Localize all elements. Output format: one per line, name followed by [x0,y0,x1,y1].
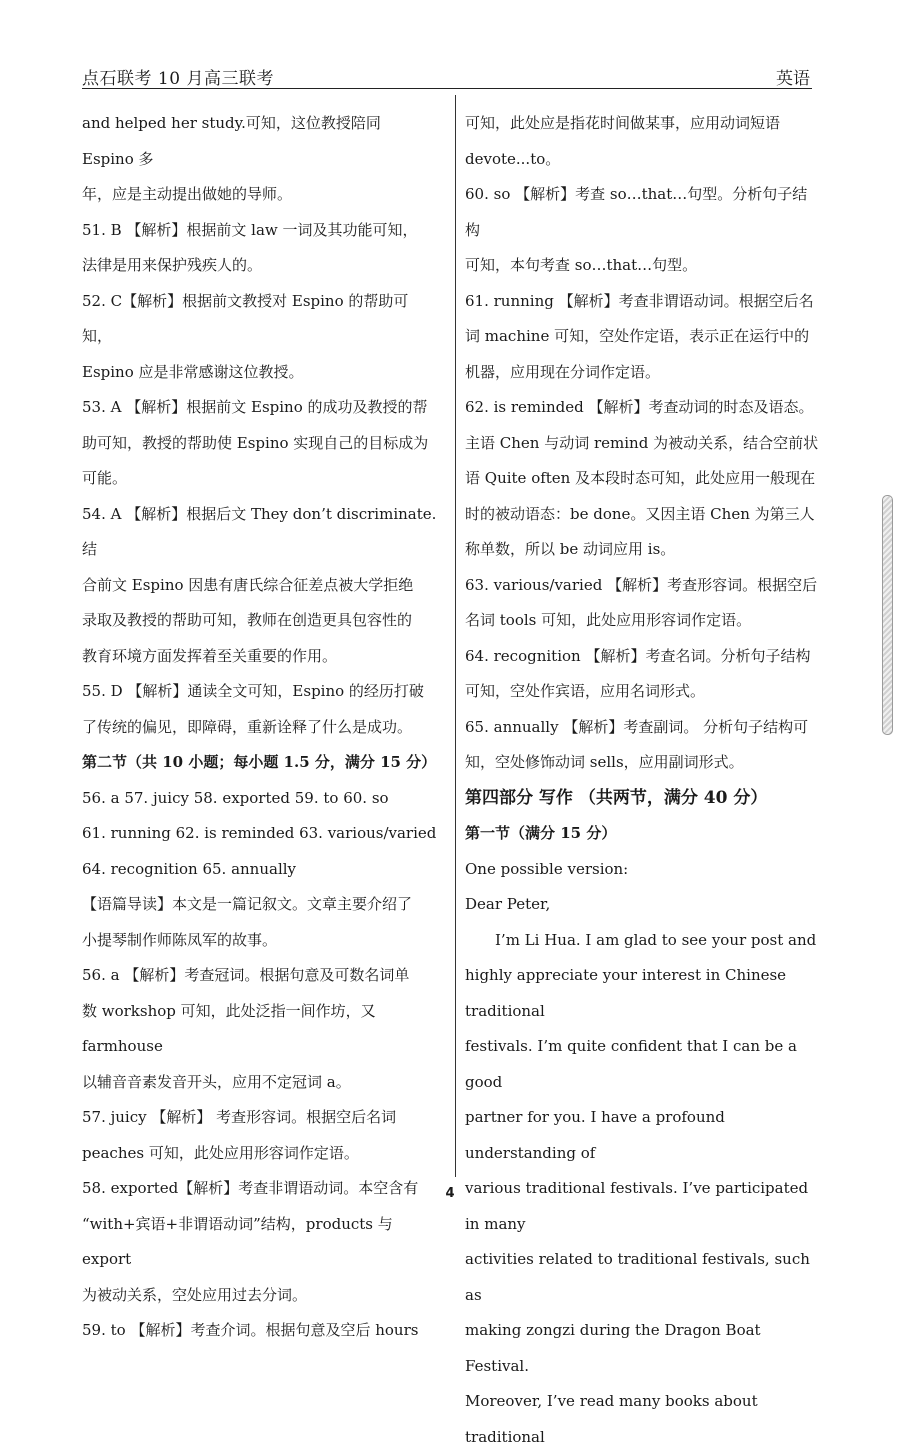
text-line: “with+宾语+非谓语动词”结构，products 与 export [82,1214,393,1268]
text-line: 机器，应用现在分词作定语。 [465,362,661,381]
column-divider [455,95,456,1177]
letter-line: I’m Li Hua. I am glad to see your post and [495,930,817,949]
text-line: 55. D 【解析】通读全文可知，Espino 的经历打破 [82,682,424,700]
text-line: 59. to 【解析】考查介词。根据句意及空后 hours [82,1321,419,1339]
text-line: 知，空处修饰动词 sells，应用副词形式。 [465,753,744,771]
text-line: 法律是用来保护残疾人的。 [82,256,263,274]
text-line: 65. annually 【解析】考查副词。 分析句子结构可 [465,717,809,736]
letter-line: partner for you. I have a profound understanding of [465,1108,725,1162]
letter-salutation: Dear Peter, [465,895,551,913]
text-line: 60. so 【解析】考查 so…that…句型。分析句子结构 [465,185,808,239]
text-line: 称单数，所以 be 动词应用 is。 [465,540,676,558]
text-line: One possible version: [465,859,629,878]
page-header [82,62,812,89]
text-line: 数 workshop 可知，此处泛指一间作坊，又 farmhouse [82,1001,376,1055]
text-line: 54. A 【解析】根据后文 They don’t discriminate.结 [82,504,437,558]
text-line: 51. B 【解析】根据前文 law 一词及其功能可知， [82,220,418,239]
letter-line: highly appreciate your interest in Chinese traditional [465,966,787,1020]
letter-line: making zongzi during the Dragon Boat Festival. [465,1321,761,1375]
text-line: 助可知，教授的帮助使 Espino 实现自己的目标成为 [82,433,429,452]
text-line: 【语篇导读】本文是一篇记叙文。文章主要介绍了 [82,895,413,913]
scrollbar-thumb[interactable] [882,495,893,735]
part-heading: 第四部分 写作 （共两节，满分 40 分） [465,787,768,808]
text-line: peaches 可知，此处应用形容词作定语。 [82,1143,359,1162]
answer-line: 64. recognition 65. annually [82,859,297,878]
text-line: 可能。 [82,469,128,487]
right-column [465,106,820,1455]
letter-line: activities related to traditional festivals, such as [465,1250,810,1304]
text-line: 53. A 【解析】根据前文 Espino 的成功及教授的帮 [82,398,428,416]
section-heading: 第二节（共 10 小题；每小题 1.5 分，满分 15 分） [82,753,437,771]
text-line: 可知，空处作宾语，应用名词形式。 [465,682,706,700]
letter-line: festivals. I’m quite confident that I can be a good [465,1037,797,1091]
exam-title: 点石联考 10 月高三联考 [82,69,274,89]
text-line: 63. various/varied 【解析】考查形容词。根据空后 [465,575,818,594]
text-line: 可知，本句考查 so…that…句型。 [465,256,698,274]
letter-line: various traditional festivals. I’ve participated in many [465,1179,809,1233]
answer-line: 56. a 57. juicy 58. exported 59. to 60. so [82,788,389,807]
text-line: 可知，此处应是指花时间做某事，应用动词短语 [465,114,781,132]
section-heading: 第一节（满分 15 分） [465,824,617,842]
text-line: 合前文 Espino 因患有唐氏综合征差点被大学拒绝 [82,575,414,594]
text-line: 58. exported【解析】考查非谓语动词。本空含有 [82,1179,419,1197]
text-line: 小提琴制作师陈凤军的故事。 [82,930,278,949]
text-line: 61. running 【解析】考查非谓语动词。根据空后名 [465,291,814,310]
text-line: 以辅音音素发音开头，应用不定冠词 a。 [82,1072,351,1091]
text-line: 主语 Chen 与动词 remind 为被动关系，结合空前状 [465,433,819,452]
text-line: 教育环境方面发挥着至关重要的作用。 [82,646,338,665]
text-line: 56. a 【解析】考查冠词。根据句意及可数名词单 [82,966,410,984]
text-line: 时的被动语态：be done。又因主语 Chen 为第三人 [465,504,815,523]
text-line: 了传统的偏见，即障碍，重新诠释了什么是成功。 [82,717,413,736]
text-line: 词 machine 可知，空处作定语，表示正在运行中的 [465,327,810,345]
text-line: 为被动关系，空处应用过去分词。 [82,1285,308,1304]
text-line: 名词 tools 可知，此处应用形容词作定语。 [465,611,752,629]
text-line: Espino 应是非常感谢这位教授。 [82,362,304,381]
text-line: 语 Quite often 及本段时态可知，此处应用一般现在 [465,469,816,487]
answer-line: 61. running 62. is reminded 63. various/varied [82,824,437,842]
text-line: 62. is reminded 【解析】考查动词的时态及语态。 [465,398,814,416]
text-line: 年，应是主动提出做她的导师。 [82,185,293,203]
text-line: and helped her study.可知，这位教授陪同 Espino 多 [82,114,381,168]
left-column [82,106,437,1349]
text-line: 57. juicy 【解析】 考查形容词。根据空后名词 [82,1108,397,1126]
subject-label: 英语 [776,69,810,89]
page-number: 4 [445,1186,455,1201]
text-line: 52. C【解析】根据前文教授对 Espino 的帮助可知， [82,291,409,345]
letter-line: Moreover, I’ve read many books about traditional [465,1392,758,1446]
text-line: devote...to。 [465,149,561,168]
text-line: 录取及教授的帮助可知，教师在创造更具包容性的 [82,611,413,629]
text-line: 64. recognition 【解析】考查名词。分析句子结构 [465,646,811,665]
